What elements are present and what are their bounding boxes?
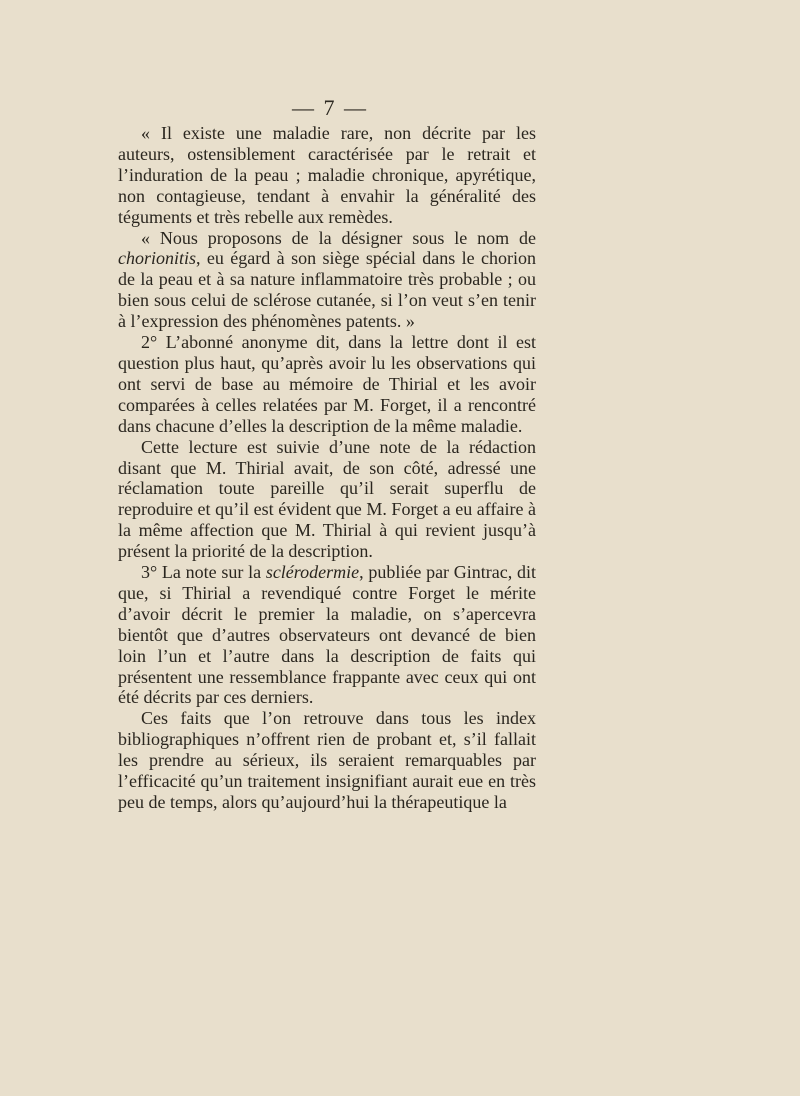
page-number: — 7 — <box>292 95 368 120</box>
paragraph <box>118 123 536 228</box>
paragraph <box>118 228 536 333</box>
body-text <box>118 123 536 813</box>
paragraph <box>118 708 536 813</box>
paragraph-text: 3° La note sur la <box>141 562 266 583</box>
paragraph <box>118 437 536 562</box>
paragraph-text: 2° L’abonné anonyme dit, dans la lettre dont il est question plus haut, qu’après avoir lu les observations qui ont servi de base au mémoire de Thirial et les avoir comparées à celles relatées par M. Forget, il a rencontré dans chacune d’elles la description de la même maladie. <box>118 332 536 436</box>
paragraph-text: « Nous proposons de la désigner sous le nom de <box>141 227 536 248</box>
paragraph-text: Cette lecture est suivie d’une note de la rédaction disant que M. Thirial avait, de son côté, adressé une réclamation toute pareille qu’il serait superflu de reproduire et qu’il est évident que M. Forget a eu affaire à la même affection que M. Thirial à qui revient jusqu’à présent la priorité de la description. <box>118 436 536 562</box>
paragraph <box>118 562 536 708</box>
paragraph-text: « Il existe une maladie rare, non décrite par les auteurs, ostensiblement caractérisée par le retrait et l’induration de la peau ; maladie chronique, apyrétique, non contagieuse, tendant à envahir la généralité des téguments et très rebelle aux remèdes. <box>118 123 536 227</box>
italic-term: sclérodermie <box>265 562 360 583</box>
paragraph-text: , publiée par Gintrac, dit que, si Thirial a revendiqué contre Forget le mérite d’avoir décrit le premier la maladie, on s’apercevra bientôt que d’autres observateurs ont devancé de bien loin l’un et l’autre dans la description de faits qui présentent une ressemblance frappante avec ceux qui ont été décrits par ces derniers. <box>118 562 536 708</box>
italic-term: chorionitis <box>118 248 197 269</box>
paragraph-text: Ces faits que l’on retrouve dans tous les index bibliographiques n’offrent rien de probant et, s’il fallait les prendre au sérieux, ils seraient remarquables par l’efficacité qu’un traitement insignifiant aurait eue en très peu de temps, alors qu’aujourd’hui la thérapeutique la <box>118 708 536 812</box>
paragraph-text: , eu égard à son siège spécial dans le chorion de la peau et à sa nature inflammatoire très probable ; ou bien sous celui de sclérose cutanée, si l’on veut s’en tenir à l’expression des phénomènes patents. » <box>118 248 536 332</box>
paragraph <box>118 332 536 437</box>
